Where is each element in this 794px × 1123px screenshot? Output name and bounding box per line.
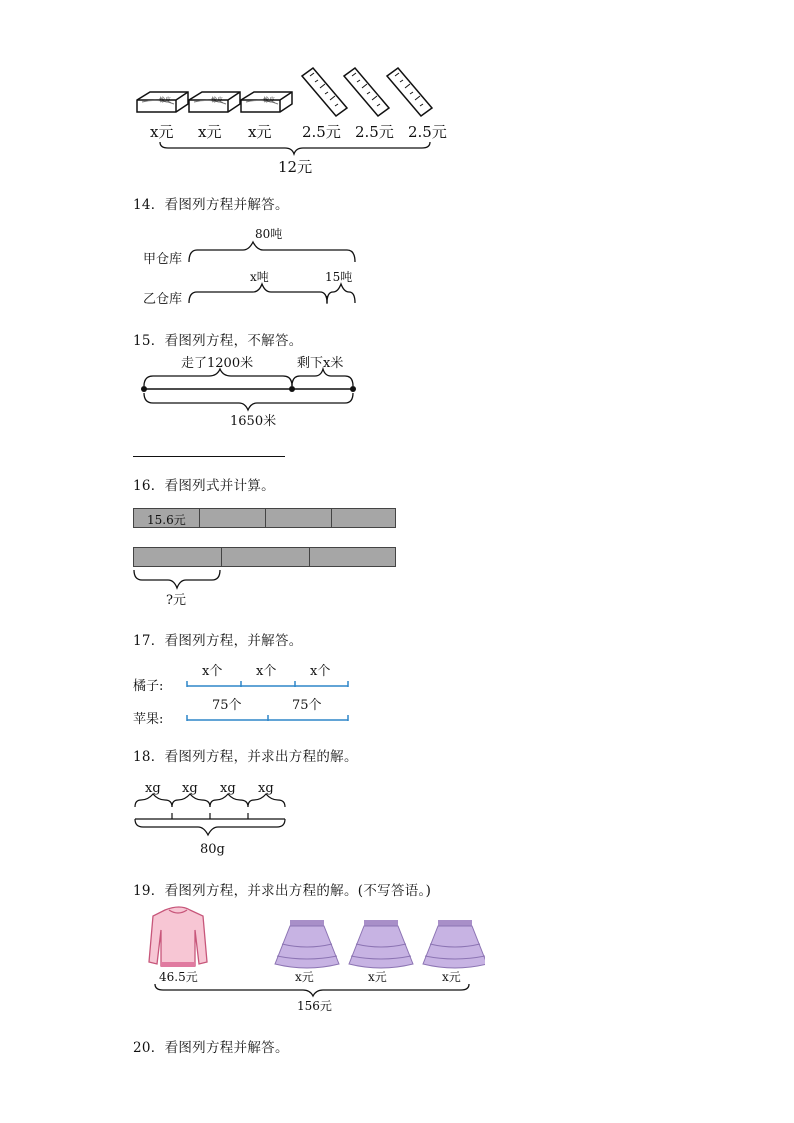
bar-cell <box>199 508 266 528</box>
first-cell-value: 15.6元 <box>147 513 186 527</box>
price-label: 2.5元 <box>408 123 447 141</box>
total-price-label: 156元 <box>297 999 332 1013</box>
bar-cell <box>265 508 332 528</box>
total-distance-label: 1650米 <box>230 414 277 429</box>
question-17-title: 17．看图列方程，并解答。 <box>133 633 303 649</box>
bar-cell <box>133 508 200 528</box>
apple-part-label: 75个 <box>292 698 322 713</box>
question-19-title: 19．看图列方程，并求出方程的解。(不写答语。) <box>133 883 432 899</box>
eraser-text: 橡皮 <box>263 97 276 104</box>
ruler-icon <box>302 68 347 116</box>
ruler-icon <box>387 68 432 116</box>
question-20-title: 20．看图列方程并解答。 <box>133 1040 289 1056</box>
total-brace <box>160 142 430 154</box>
price-label: 2.5元 <box>355 123 394 141</box>
ruler-icon <box>344 68 389 116</box>
unknown-price-label: ?元 <box>166 593 186 608</box>
question-14-title: 14．看图列方程并解答。 <box>133 197 289 213</box>
question-18-title: 18．看图列方程，并求出方程的解。 <box>133 749 358 765</box>
apple-segment-line <box>187 715 348 721</box>
orange-part-label: x个 <box>310 664 331 679</box>
total-brace <box>155 984 469 996</box>
walked-brace <box>144 369 292 386</box>
q16-brace <box>130 568 230 610</box>
orange-part-label: x个 <box>202 664 223 679</box>
part-label: xg <box>220 781 236 796</box>
q15-figure <box>135 350 375 435</box>
price-label: x元 <box>248 123 272 141</box>
bar-cell <box>221 547 310 567</box>
total-brace <box>135 819 285 835</box>
apple-part-label: 75个 <box>212 698 242 713</box>
remaining-label: 剩下x米 <box>297 356 344 371</box>
part-label: xg <box>182 781 198 796</box>
price-label: x元 <box>150 123 174 141</box>
part-label: xg <box>258 781 274 796</box>
skirt-icon <box>275 920 339 968</box>
total-weight-label: 80g <box>200 842 225 857</box>
sweater-price-label: 46.5元 <box>159 970 198 984</box>
warehouse-a-label: 甲仓库 <box>143 252 183 267</box>
skirt-icon <box>423 920 485 968</box>
bar-cell <box>331 508 396 528</box>
walked-label: 走了1200米 <box>181 356 254 371</box>
extra-amount-label: 15吨 <box>325 270 353 284</box>
total-label: 12元 <box>278 158 313 176</box>
skirt-price-label: x元 <box>368 970 387 984</box>
warehouse-b-label: 乙仓库 <box>143 292 183 307</box>
eraser-text: 橡皮 <box>211 97 224 104</box>
question-16-title: 16．看图列式并计算。 <box>133 478 275 494</box>
total-brace <box>144 393 353 410</box>
q14-figure <box>135 222 375 312</box>
x-brace <box>189 284 327 303</box>
q13-figure <box>130 60 460 180</box>
part-label: xg <box>145 781 161 796</box>
bar-cell <box>309 547 396 567</box>
sweater-icon <box>149 907 207 967</box>
eraser-text: 橡皮 <box>159 97 172 104</box>
price-label: x元 <box>198 123 222 141</box>
bar-cell <box>133 547 222 567</box>
question-15-title: 15．看图列方程，不解答。 <box>133 333 303 349</box>
top-brace <box>189 242 355 262</box>
remaining-brace <box>292 369 353 386</box>
skirt-price-label: x元 <box>442 970 461 984</box>
q19-figure <box>145 900 485 1018</box>
extra-brace <box>327 284 355 303</box>
price-label: 2.5元 <box>302 123 341 141</box>
q18-figure <box>130 777 300 857</box>
q17-figure <box>130 655 370 730</box>
apple-label: 苹果: <box>133 712 164 727</box>
skirt-icon <box>349 920 413 968</box>
orange-segment-line <box>187 681 348 687</box>
total-amount-label: 80吨 <box>255 227 283 241</box>
orange-label: 橘子: <box>133 679 164 694</box>
orange-part-label: x个 <box>256 664 277 679</box>
x-amount-label: x吨 <box>250 270 269 284</box>
skirt-price-label: x元 <box>295 970 314 984</box>
answer-blank-line[interactable] <box>133 456 285 457</box>
